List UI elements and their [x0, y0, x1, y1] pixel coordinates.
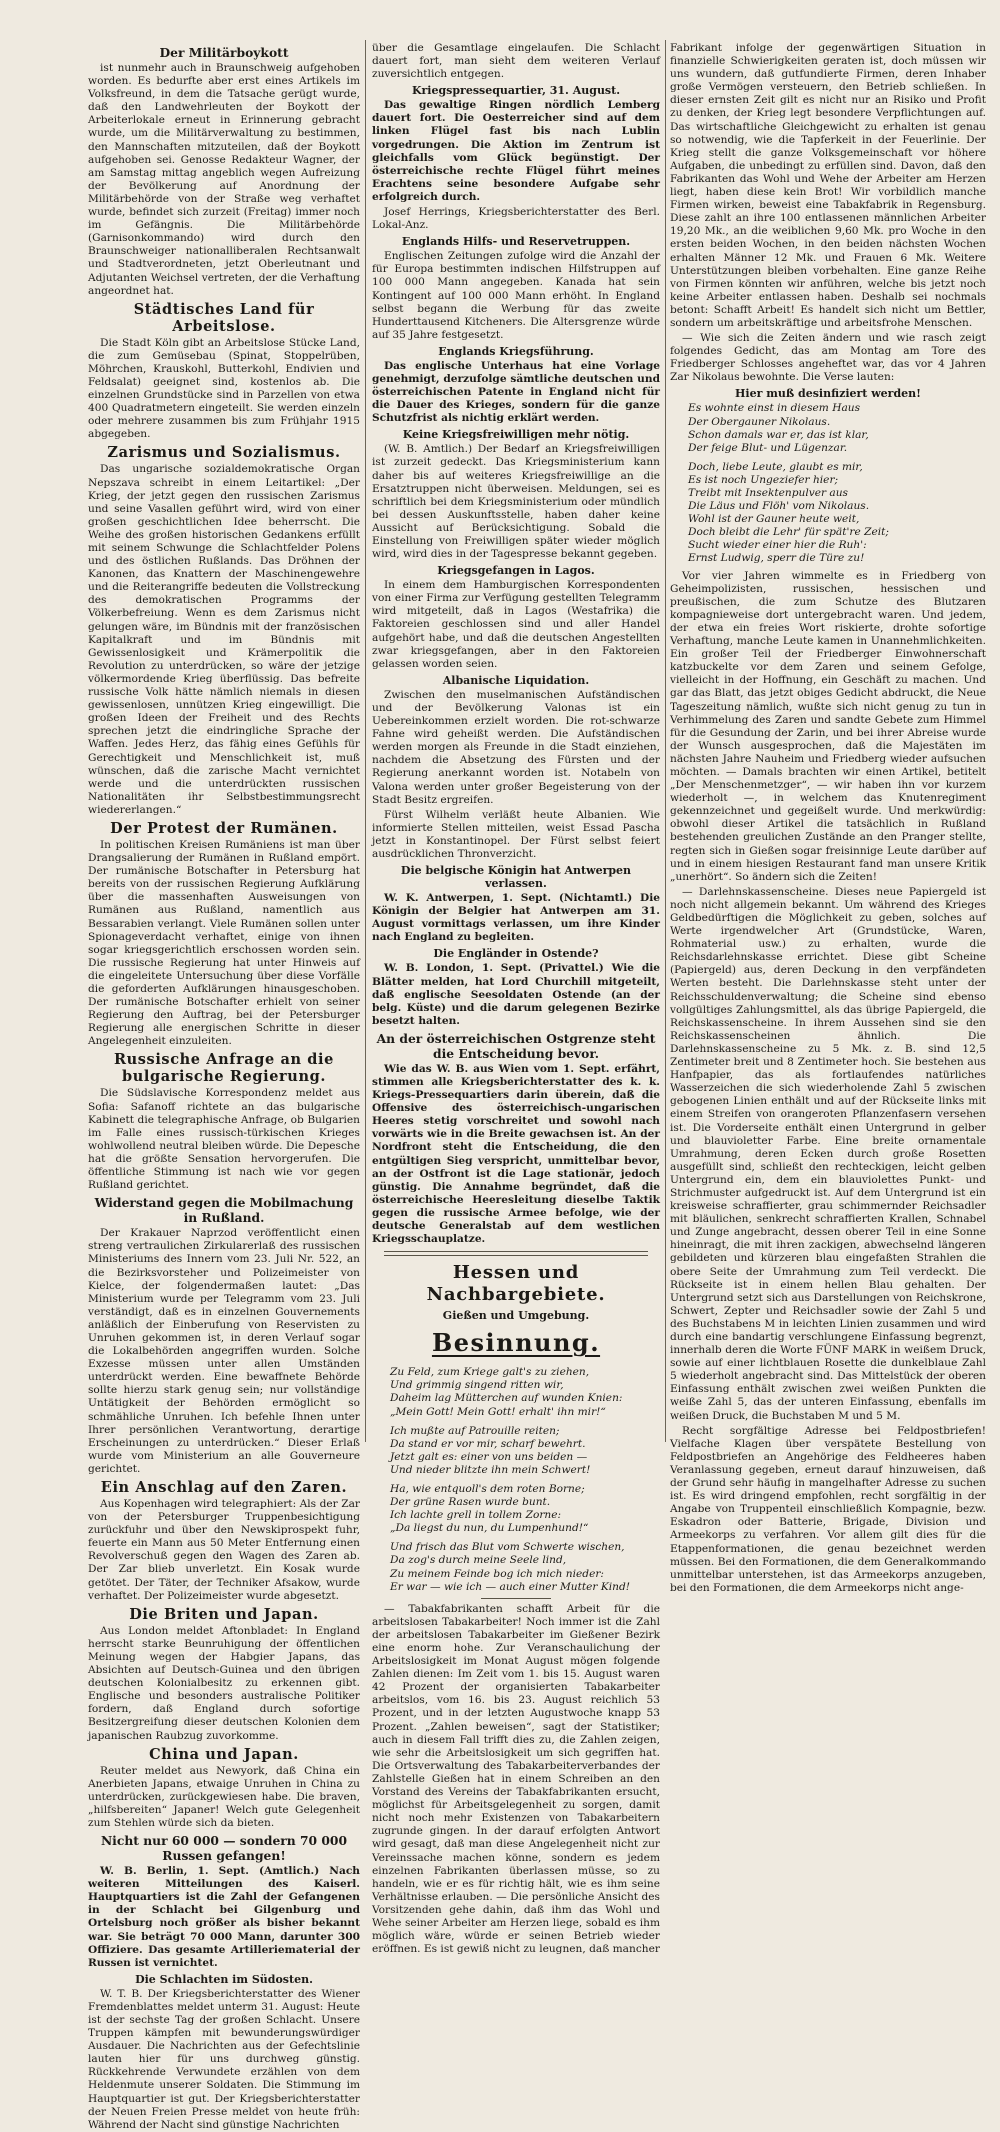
article-heading: Englands Kriegsführung.	[438, 344, 594, 358]
article-paragraph: über die Gesamtlage eingelaufen. Die Schlacht dauert fort, man sieht dem weiteren Verlauf zuversichtlich entgegen.	[372, 42, 660, 81]
article-paragraph: Vor vier Jahren wimmelte es in Friedberg von Geheimpolizisten, russischen, hessischen und preußischen, die zum Schutze des Blutzaren kompagnieweise dort untergebracht waren. Und jedem, der etwa ein freies Wort riskierte, drohte sofortige Verhaftung, manche Leute kamen in Unannehmlichkeiten. Ein großer Teil der Friedberger Einwohnerschaft katzbuckelte vor dem Zaren und seinem Gefolge, vielleicht in der Hoffnung, ein Geschäft zu machen. Und gar das Blatt, das jetzt obiges Gedicht abdruckt, die Neue Tageszeitung nämlich, wußte sich nicht genug zu tun in Verhimmelung des Zaren und sandte Gebete zum Himmel für die Gesundung der Zarin, und bei ihrer Abreise wurde der Wunsch ausgesprochen, daß die Majestäten im nächsten Jahre Nauheim und Friedberg wieder aufsuchen möchten. — Damals brachten wir einen Artikel, betitelt „Der Menschenmetzger“, — wir haben ihn vor kurzem wiederholt —, in welchem das Knutenregiment gekennzeichnet und gegeißelt wurde. Und merkwürdig: obwohl dieser Artikel die tatsächlich in Rußland bestehenden greulichen Zustände an den Pranger stellte, regten sich in Gießen sogar freisinnige Leute darüber auf und in einem hiesigen Restaurant fand man unsere Kritik „unerhört“. So ändern sich die Zeiten!	[670, 569, 986, 883]
column-rule	[365, 40, 366, 1442]
poem-line: Und grimmig singend ritten wir,	[390, 1379, 564, 1392]
article-heading: Die Engländer in Ostende?	[433, 947, 599, 961]
article-paragraph: Josef Herrings, Kriegsberichterstatter des Berl. Lokal-Anz.	[372, 206, 660, 232]
column-right	[670, 42, 986, 1594]
poem-line: Jetzt galt es: einer von uns beiden —	[390, 1450, 588, 1463]
article-paragraph: Fabrikant infolge der gegenwärtigen Situation in finanzielle Schwierigkeiten geraten ist, doch müssen wir uns wundern, daß gutfundierte Firmen, deren Inhaber große Vermögen versteuern, den Betrieb schließen. In dieser ernsten Zeit gilt es nicht nur an Risiko und Profit zu denken, der Krieg legt besondere Verpflichtungen auf. Das wirtschaftliche Gleichgewicht zu erhalten ist genau so notwendig, wie die Tapferkeit in der Feuerlinie. Der Krieg stellt die ganze Volksgemeinschaft vor höhere Aufgaben, die unbedingt zu erfüllen sind. Davon, daß den Fabrikanten das Wohl und Wehe der Arbeiter am Herzen liegt, haben diese kein Brot! Wir vorbildlich manche Firmen wirken, beweist eine Tabakfabrik in Regensburg. Diese zahlt an ihre 100 entlassenen männlichen Arbeiter 19,20 Mk., an die weiblichen 9,60 Mk. pro Woche in den ersten beiden Wochen, in den beiden nächsten Wochen erhalten Männer 12 Mk. und Frauen 6 Mk. Weitere Unterstützungen bleiben vorbehalten. Eine ganze Reihe von Firmen könnten wir anführen, welche bis jetzt noch keine Arbeiter entlassen haben. Deshalb sei nochmals betont: Schafft Arbeit! Es handelt sich nicht um Bettler, sondern um arbeitskräftige und arbeitsfrohe Menschen.	[670, 42, 986, 329]
poem-line: Der feige Blut- und Lügenzar.	[688, 441, 848, 454]
poem-line: Es ist noch Ungeziefer hier;	[688, 473, 839, 486]
article-paragraph: Die Stadt Köln gibt an Arbeitslose Stücke Land, die zum Gemüsebau (Spinat, Stoppelrüben, Möhrchen, Krauskohl, Butterkohl, Endivien und Feldsalat) geeignet sind, kostenlos ab. Die einzelnen Grundstücke sind in Parzellen von etwa 400 Quadratmetern eingeteilt. Sie werden einzeln oder mehrere zusammen bis zum Frühjahr 1915 abgegeben.	[88, 336, 360, 441]
column-rule	[665, 40, 666, 1442]
poem-line: Ha, wie entquoll's dem roten Borne;	[390, 1482, 585, 1495]
article-paragraph: Reuter meldet aus Newyork, daß China ein Anerbieten Japans, etwaige Unruhen in China zu unterdrücken, zurückgewiesen habe. Die braven, „hilfsbereiten“ Japaner! Welch gute Gelegenheit zum Stehlen würde sich da bieten.	[88, 1764, 360, 1829]
column-left	[88, 42, 360, 2131]
article-paragraph: W. B. Berlin, 1. Sept. (Amtlich.) Nach weiteren Mitteilungen des Kaiserl. Hauptquartiers ist die Zahl der Gefangenen in der Schlacht bei Gilgenburg und Ortelsburg noch größer als bisher bekannt war. Sie beträgt 70 000 Mann, darunter 300 Offiziere. Das gesamte Artilleriematerial der Russen ist vernichtet.	[88, 1865, 360, 1969]
article-heading: Hessen und Nachbargebiete.	[426, 1262, 606, 1306]
article-heading: Widerstand gegen die Mobilmachung in Rußland.	[94, 1195, 354, 1226]
article-paragraph: Das englische Unterhaus hat eine Vorlage genehmigt, derzufolge sämtliche deutschen und österreichischen Patente in England nicht für die Dauer des Krieges, sondern für die ganze Schutzfrist als nichtig erklärt werden.	[372, 359, 660, 425]
poem-line: Der grüne Rasen wurde bunt.	[390, 1496, 551, 1509]
article-heading: Nicht nur 60 000 — sondern 70 000 Russen gefangen!	[100, 1833, 348, 1864]
article-heading: Albanische Liquidation.	[442, 673, 590, 687]
article-paragraph: W. K. Antwerpen, 1. Sept. (Nichtamtl.) Die Königin der Belgier hat Antwerpen am 31. August vormittags verlassen, um ihre Kinder nach England zu begleiten.	[372, 892, 660, 944]
article-paragraph: Das ungarische sozialdemokratische Organ Nepszava schreibt in einem Leitartikel: „Der Krieg, der jetzt gegen den russischen Zarismus und seine Vasallen geführt wird, wird von einer großen geschichtlichen Idee beherrscht. Die Weihe des großen historischen Gedankens erfüllt mit seinem Schwunge die Schlachtfelder Polens und des östlichen Rußlands. Das Dröhnen der Kanonen, das Knattern der Maschinengewehre und die Reiterangriffe bedeuten die Vollstreckung des demokratischen Programms der Völkerbefreiung. Wenn es dem Zarismus nicht gelungen wäre, im Bündnis mit der französischen Kapitalkraft und im Bündnis mit Gewissenlosigkeit und Krämerpolitik die Revolution zu unterdrücken, so wäre der jetzige völkermordende Krieg überflüssig. Das befreite russische Volk hätte nämlich niemals in diesen gewissenlosen, unnützen Krieg eingewilligt. Die großen Ideen der Freiheit und des Rechts sprechen jetzt die eindringliche Sprache der Waffen. Jedes Herz, das fähig eines Gefühls für Gerechtigkeit und Menschlichkeit ist, muß wünschen, daß die zarische Macht vernichtet werde und die unterdrückten russischen Nationalitäten ihr Selbstbestimmungsrecht wiedererlangen.“	[88, 463, 360, 816]
article-paragraph: In politischen Kreisen Rumäniens ist man über Drangsalierung der Rumänen in Rußland empört. Der rumänische Botschafter in Petersburg hat bereits von der russischen Regierung Aufklärung über die massenhaften Ausweisungen von Rumänen aus Rußland, namentlich aus Bessarabien verlangt. Viele Rumänen sollen unter Spionageverdacht verhaftet, einige von ihnen sogar kriegsgerichtlich erschossen worden sein. Die russische Regierung hat unter Hinweis auf die eingeleitete Untersuchung über diese Vorfälle die geforderten Aufklärungen hinausgeschoben. Der rumänische Botschafter erhielt von seiner Regierung den Auftrag, bei der Petersburger Regierung alle energischen Schritte in dieser Angelegenheit einzuleiten.	[88, 838, 360, 1048]
article-heading: Ein Anschlag auf den Zaren.	[100, 1479, 348, 1496]
poem-line: Ernst Ludwig, sperr die Türe zu!	[688, 552, 865, 565]
poem-line: Ich lachte grell in tollem Zorne:	[390, 1509, 562, 1522]
poem-line: Und frisch das Blut vom Schwerte wischen,	[390, 1541, 625, 1554]
article-paragraph: — Wie sich die Zeiten ändern und wie rasch zeigt folgendes Gedicht, das am Montag am Tore des Friedberger Schlosses angeheftet war, das vor 4 Jahren Zar Nikolaus bewohnte. Die Verse lauten:	[670, 332, 986, 384]
poem-line: Sucht wieder einer hier die Ruh':	[688, 539, 867, 552]
article-heading: Die Briten und Japan.	[129, 1605, 319, 1623]
article-paragraph: Das gewaltige Ringen nördlich Lemberg dauert fort. Die Oesterreicher sind auf dem linken Flügel fast bis nach Lublin vorgedrungen. Die Aktion im Zentrum ist gleichfalls vom Glück begünstigt. Der österreichische rechte Flügel führt meines Erachtens seine besondere Aufgabe sehr erfolgreich durch.	[372, 99, 660, 203]
poem-line: Da zog's durch meine Seele lind,	[390, 1554, 567, 1567]
poem-line: Doch bleibt die Lehr' für spät're Zeit;	[688, 526, 889, 539]
article-paragraph: Aus Kopenhagen wird telegraphiert: Als der Zar von der Petersburger Truppenbesichtigung zurückfuhr und über den Newskiprospekt fuhr, feuerte ein Mann aus 50 Meter Entfernung einen Revolverschuß gegen den Wagen des Zaren ab. Der Zar blieb unverletzt. Ein Kosak wurde getötet. Der Täter, der Techniker Afsakow, wurde verhaftet. Der Polizeimeister wurde abgesetzt.	[88, 1498, 360, 1602]
poem-line: Daheim lag Mütterchen auf wunden Knien:	[390, 1392, 623, 1405]
article-paragraph: W. T. B. Der Kriegsberichterstatter des Wiener Fremdenblattes meldet unterm 31. August: Heute ist der sechste Tag der großen Schlacht. Unsere Truppen kämpfen mit bewunderungswürdiger Ausdauer. Die Nachrichten aus der Gefechtslinie lauten hier für uns durchweg günstig. Rückkehrende Verwundete erzählen von dem Heldenmute unserer Soldaten. Die Stimmung im Hauptquartier ist gut. Der Kriegsberichterstatter der Neuen Freien Presse meldet von heute früh: Während der Nacht sind günstige Nachrichten	[88, 1987, 360, 2131]
poem-line: Der Obergauner Nikolaus.	[688, 415, 831, 428]
article-heading: Englands Hilfs- und Reservetruppen.	[401, 235, 631, 249]
article-heading: Zarismus und Sozialismus.	[107, 444, 341, 462]
poem-line: Doch, liebe Leute, glaubt es mir,	[688, 460, 863, 473]
article-heading: Hier muß desinfiziert werden!	[735, 387, 921, 401]
poem-line: Schon damals war er, das ist klar,	[688, 428, 869, 441]
article-paragraph: Aus London meldet Aftonbladet: In England herrscht starke Beunruhigung der öffentlichen Meinung wegen der Habgier Japans, das Absichten auf Deutsch-Guinea und den übrigen deutschen Kolonialbesitz zu erkennen gibt. Englische und besonders australische Politiker fordern, daß England durch sofortige Besitzergreifung dieser deutschen Kolonien dem japanischen Raubzug zuvorkomme.	[88, 1624, 360, 1742]
column-middle	[372, 42, 660, 1956]
article-heading: Die belgische Königin hat Antwerpen verlassen.	[400, 864, 632, 891]
poem-line: Er war — wie ich — auch einer Mutter Kind!	[390, 1580, 630, 1593]
article-paragraph: — Darlehnskassenscheine. Dieses neue Papiergeld ist noch nicht allgemein bekannt. Um während des Krieges Geldbedürftigen die Möglichkeit zu geben, solches auf Werte irgendwelcher Art (Grundstücke, Waren, Rohmaterial usw.) zu erhalten, wurde die Reichsdarlehnskasse errichtet. Diese gibt Scheine (Papiergeld) aus, deren Deckung in den verpfändeten Werten besteht. Die Darlehnskasse steht unter der Reichsschuldenverwaltung; die Scheine sind ebenso vollgültiges Zahlungsmittel, als das übrige Papiergeld, die Reichskassenscheine. In ihrem Aussehen sind sie den Reichskassenscheinen ähnlich. Die Darlehnskassenscheine zu 5 Mk. z. B. sind 12,5 Zentimeter breit und 8 Zentimeter hoch. Sie bestehen aus Hanfpapier, das als fortlaufendes natürliches Wasserzeichen die sich wiederholende Zahl 5 zwischen gebogenen Linien enthält und auf der Rückseite links mit einem Streifen von orangeroten Pflanzenfasern versehen ist. Die Vorderseite enthält einen Untergrund in gelber und blauvioletter Farbe. Eine breite ornamentale Umrahmung, deren Ecken durch große Rosetten ausgefüllt sind, schließt den rechteckigen, leicht gelben Untergrund ein, dem ein blauviolettes Punkt- und Strichmuster aufgedruckt ist. Auf dem Untergrund ist ein kreisweise schraffierter, grau schimmernder Reichsadler mit bläulichen, senkrecht schraffierten Krallen, Schnabel und Zunge angebracht, dessen oberer Teil in eine Sonne hineinragt, die mit ihren zackigen, abwechselnd längeren gebildeten und kürzeren blau eingefaßten Strahlen die obere Seite der Umrahmung zum Teil verdeckt. Die Rückseite ist in einem hellen Blau gehalten. Der Untergrund setzt sich aus Darstellungen von Reichskrone, Schwert, Zepter und Reichsadler sowie der Zahl 5 und des Buchstabens M in leichten Linien zusammen und wird durch eine bandartig verschlungene Einfassung begrenzt, innerhalb deren die Worte FÜNF MARK in weißem Druck, sowie auf einer lichtblauen Rosette die dunkelblaue Zahl 5 wiederholt angebracht sind. Das Mittelstück der oberen Einfassung enthält zwischen zwei weißen Punkten die weiße Zahl 5, das der unteren Einfassung, ebenfalls im weißen Druck, die Buchstaben M und 5 M.	[670, 885, 986, 1422]
article-heading: Kriegsgefangen in Lagos.	[437, 564, 595, 578]
article-heading: Der Militärboykott	[159, 45, 289, 60]
article-paragraph: In einem dem Hamburgischen Korrespondenten von einer Firma zur Verfügung gestellten Telegramm wird mitgeteilt, daß in Lagos (Westafrika) die Faktoreien geschlossen sind und aller Handel aufgehört habe, und daß die deutschen Angestellten zwar kriegsgefangen, aber in den Faktoreien gelassen worden seien.	[372, 579, 660, 670]
poem-line: Treibt mit Insektenpulver aus	[688, 487, 848, 499]
poem-line: Die Läus und Flöh' vom Nikolaus.	[688, 500, 870, 513]
article-paragraph: Englischen Zeitungen zufolge wird die Anzahl der für Europa bestimmten indischen Hilfstruppen auf 100 000 Mann angegeben. Kanada hat sein Kontingent auf 100 000 Mann erhöht. In England selbst begann die Werbung für das zweite Hunderttausend Kitcheners. Die Altersgrenze würde auf 35 Jahre festgesetzt.	[372, 250, 660, 341]
article-heading: Kriegspressequartier, 31. August.	[411, 84, 621, 98]
article-paragraph: Recht sorgfältige Adresse bei Feldpostbriefen! Vielfache Klagen über verspätete Bestellung von Feldpostbriefen an Angehörige des Feldheeres haben Veranlassung gegeben, erneut darauf hinzuweisen, daß der Grund sehr häufig in mangelhafter Adresse zu suchen ist. Es wird dringend empfohlen, recht sorgfältig in der Angabe von Truppenteil einschließlich Kompagnie, bezw. Eskadron oder Batterie, Brigade, Division und Armeekorps zu verfahren. Vor allem gilt dies für die Etappenformationen, die genau bezeichnet werden müssen. Bei den Formationen, die dem Generalkommando unmittelbar unterstehen, ist das Armeekorps anzugeben, bei den Formationen, die dem Armeekorps nicht ange-	[670, 1424, 986, 1594]
article-paragraph: Die Südslavische Korrespondenz meldet aus Sofia: Safanoff richtete an das bulgarische Kabinett die telegraphische Anfrage, ob Bulgarien im Falle eines russisch-türkischen Krieges wohlwollend neutral bleiben würde. Die Depesche hat die größte Sensation hervorgerufen. Die öffentliche Stimmung ist nach wie vor gegen Rußland gerichtet.	[88, 1087, 360, 1192]
article-paragraph: Zwischen den muselmanischen Aufständischen und der Bevölkerung Valonas ist ein Uebereinkommen erzielt worden. Die rot-schwarze Fahne wird geheißt werden. Die Aufständischen werden morgen als Freunde in die Stadt einziehen, nachdem die Absetzung des Fürsten und der Regierung anerkannt worden ist. Notabeln von Valona werden unter großer Begeisterung von der Stadt Besitz ergreifen.	[372, 688, 660, 806]
poem-line: „Da liegst du nun, du Lumpenhund!“	[390, 1522, 589, 1535]
article-heading: Keine Kriegsfreiwilligen mehr nötig.	[402, 428, 630, 442]
poem-line: Ich mußte auf Patrouille reiten;	[390, 1424, 560, 1437]
article-heading: Städtisches Land für Arbeitslose.	[133, 300, 315, 335]
poem-line: Und nieder blitzte ihn mein Schwert!	[390, 1463, 591, 1476]
article-paragraph: ist nunmehr auch in Braunschweig aufgehoben worden. Es bedurfte aber erst eines Artikels im Volksfreund, in dem die Tatsache gerügt wurde, daß den Landwehrleuten der Boykott der Arbeiterlokale erneut in Erinnerung gebracht wurde, um die Militärverwaltung zu bestimmen, den Mannschaften mitzuteilen, daß der Boykott aufgehoben sei. Genosse Redakteur Wagner, der am Samstag mittag angeblich wegen Aufreizung der Bevölkerung auf Anordnung der Militärbehörde von der Straße weg verhaftet wurde, befindet sich zurzeit (Freitag) immer noch im Gefängnis. Die Militärbehörde (Garnisonkommando) wird durch den Braunschweiger nationalliberalen Rechtsanwalt und Stadtverordneten, jetzt Oberleutnant und Adjutanten Weichsel vertreten, der die Verhaftung angeordnet hat.	[88, 62, 360, 297]
poem-line: „Mein Gott! Mein Gott! erhalt' ihn mir!“	[390, 1405, 606, 1418]
poem-line: Da stand er vor mir, scharf bewehrt.	[390, 1437, 586, 1450]
section-divider	[384, 1251, 648, 1256]
poem-line: Zu Feld, zum Kriege galt's zu ziehen,	[390, 1366, 590, 1379]
article-heading: Gießen und Umgebung.	[442, 1309, 590, 1323]
poem-line: Zu meinem Feinde bog ich mich nieder:	[390, 1567, 604, 1580]
poem-line: Wohl ist der Gauner heute weit,	[688, 513, 860, 526]
separator-line	[481, 1598, 551, 1599]
article-heading: Der Protest der Rumänen.	[110, 819, 338, 837]
article-heading: Russische Anfrage an die bulgarische Regierung.	[114, 1051, 334, 1086]
article-paragraph: Wie das W. B. aus Wien vom 1. Sept. erfährt, stimmen alle Kriegsberichterstatter des k. k. Kriegs-Pressequartiers darin überein, daß die Offensive des österreichisch-ungarischen Heeres stetig vorschreitet und sowohl nach vorwärts wie in die Breite gewachsen ist. An der Nordfront steht die Entscheidung, die den entgültigen Sieg verspricht, unmittelbar bevor, an der Ostfront ist die Lage stationär, jedoch günstig. Die Annahme begründet, daß die österreichische Heeresleitung dieselbe Taktik gegen die russische Armee befolge, wie der deutsche Generalstab auf dem westlichen Kriegsschauplatze.	[372, 1062, 660, 1246]
poem	[688, 402, 986, 565]
article-paragraph: — Tabakfabrikanten schafft Arbeit für die arbeitslosen Tabakarbeiter! Noch immer ist die Zahl der arbeitslosen Tabakarbeiter im Gießener Bezirk eine enorm hohe. Zur Veranschaulichung der Arbeitslosigkeit im Monat August mögen folgende Zahlen dienen: Im Zeit vom 1. bis 15. August waren 42 Prozent der organisierten Tabakarbeiter arbeitslos, vom 16. bis 23. August reichlich 53 Prozent, und in der letzten Augustwoche knapp 53 Prozent. „Zahlen beweisen“, sagt der Statistiker; auch in diesem Fall trifft dies zu, die Zahlen zeigen, wie sehr die Arbeitslosigkeit um sich gegriffen hat. Die Ortsverwaltung des Tabakarbeiterverbandes der Zahlstelle Gießen hat in einem Schreiben an den Vorstand des Vereins der Tabakfabrikanten ersucht, möglichst für Arbeitsgelegenheit zu sorgen, damit nicht noch mehr Existenzen von Tabakarbeitern zugrunde gingen. In der darauf erfolgten Antwort wird gesagt, daß man diese Angelegenheit nicht zur Vereinssache machen könne, sondern es jedem einzelnen Fabrikanten überlassen müsse, so zu handeln, wie er es für richtig hält, wie es ihm seine Verhältnisse erlauben. — Die persönliche Ansicht des Vorsitzenden gehe dahin, daß ihm das Wohl und Wehe seiner Arbeiter am Herzen liege, sobald es ihm möglich wäre, würde er seinen Betrieb wieder eröffnen. Es ist gewiß nicht zu leugnen, daß mancher	[372, 1602, 660, 1956]
article-paragraph: Fürst Wilhelm verläßt heute Albanien. Wie informierte Stellen mitteilen, weist Essad Pascha jetzt in Konstantinopel. Der Fürst selbst feiert ausdrücklichen Thronverzicht.	[372, 808, 660, 860]
poem-line: Es wohnte einst in diesem Haus	[688, 402, 861, 415]
poem	[390, 1366, 660, 1594]
article-heading: Besinnung.	[431, 1328, 601, 1358]
article-heading: An der österreichischen Ostgrenze steht die Entscheidung bevor.	[376, 1030, 656, 1061]
article-heading: Die Schlachten im Südosten.	[135, 1972, 313, 1986]
article-paragraph: (W. B. Amtlich.) Der Bedarf an Kriegsfreiwilligen ist zurzeit gedeckt. Das Kriegsministerium kann daher bis auf weiteres Kriegsfreiwillige an die Ersatztruppen nicht überweisen. Meldungen, sei es schriftlich bei dem Kriegsministerium oder mündlich bei dessen Auskunftsstelle, haben daher keine Aussicht auf Berücksichtigung. Sobald die Einstellung von Freiwilligen später wieder möglich wird, wird dies in der Tagespresse bekannt gegeben.	[372, 443, 660, 561]
article-paragraph: Der Krakauer Naprzod veröffentlicht einen streng vertraulichen Zirkularerlaß des russischen Ministeriums des Innern vom 23. Juli Nr. 522, an die Bezirksvorsteher und Polizeimeister von Kielce, der folgendermaßen lautet: „Das Ministerium wurde per Telegramm vom 23. Juli verständigt, daß es in einzelnen Gouvernements anläßlich der Einberufung von Reservisten zu Unruhen gekommen ist, in deren Verlauf sogar die Lokalbehörden angegriffen wurden. Solche Exzesse müssen unter allen Umständen unterdrückt werden. Eine bewaffnete Behörde sollte hierzu stark genug sein; nur vollständige Untätigkeit der Behörden ermöglicht so schmähliche Unruhen. Ich befehle Ihnen unter Ihrer persönlichen Verantwortung, derartige Erscheinungen zu unterdrücken.“ Dieser Erlaß wurde vom Ministerium an alle Gouverneure gerichtet.	[88, 1227, 360, 1475]
article-paragraph: W. B. London, 1. Sept. (Privattel.) Wie die Blätter melden, hat Lord Churchill mitgeteilt, daß englische Seesoldaten Ostende (an der belg. Küste) und die darum gelegenen Bezirke besetzt halten.	[372, 962, 660, 1027]
article-heading: China und Japan.	[149, 1745, 299, 1763]
